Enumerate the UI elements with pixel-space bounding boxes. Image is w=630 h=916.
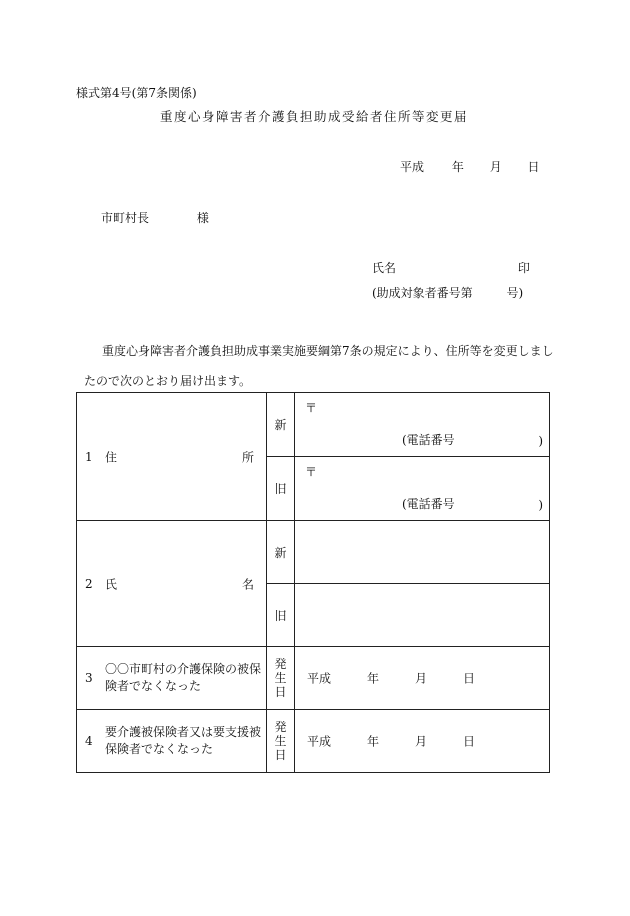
- address-label-first: 住: [105, 450, 118, 464]
- address-label-last: 所: [241, 450, 254, 464]
- row-number: 1: [85, 449, 93, 464]
- date-day: 日: [527, 160, 540, 174]
- applicant-name-line: [372, 259, 530, 276]
- body-text: [84, 336, 554, 396]
- insured-lost-label-cell: [77, 647, 267, 710]
- new-marker: 新: [267, 393, 295, 457]
- date-day: 日: [463, 671, 476, 686]
- postal-mark: 〒: [305, 465, 318, 479]
- applicant-number-line: [372, 284, 523, 301]
- occurrence-date-field[interactable]: [295, 710, 550, 773]
- date-day: 日: [463, 734, 476, 749]
- old-address-field[interactable]: [295, 457, 550, 521]
- tel-close: ): [538, 434, 543, 448]
- body-line-2: たので次のとおり届け出ます。: [84, 374, 252, 388]
- change-form-table: [76, 392, 550, 773]
- occurrence-date-label: 発 生 日: [267, 647, 295, 710]
- tel-close: ): [538, 498, 543, 512]
- new-marker: 新: [267, 521, 295, 584]
- address-label-cell: [77, 393, 267, 521]
- date-era: 平成: [400, 160, 425, 174]
- name-label-cell: [77, 521, 267, 647]
- form-number: 様式第4号(第7条関係): [76, 86, 197, 100]
- date-month: 月: [415, 734, 428, 749]
- old-marker: 旧: [267, 584, 295, 647]
- form-title: 重度心身障害者介護負担助成受給者住所等変更届: [160, 109, 469, 124]
- date-era: 平成: [307, 671, 332, 686]
- care-insured-lost-label: 要介護被保険者又は要支援被保険者でなくなった: [105, 725, 262, 756]
- occurrence-date-field[interactable]: [295, 647, 550, 710]
- postal-mark: 〒: [305, 401, 318, 415]
- applicant-name-label: 氏名: [372, 261, 397, 275]
- applicant-number-open: (助成対象者番号第: [372, 286, 473, 300]
- date-year: 年: [451, 160, 464, 174]
- date-month: 月: [489, 160, 502, 174]
- insured-lost-label: 〇〇市町村の介護保険の被保険者でなくなった: [105, 662, 262, 693]
- old-marker: 旧: [267, 457, 295, 521]
- row-number: 3: [85, 671, 93, 685]
- date-month: 月: [415, 671, 428, 686]
- date-year: 年: [367, 671, 380, 686]
- care-insured-lost-label-cell: [77, 710, 267, 773]
- addressee-honorific: 様: [196, 211, 209, 225]
- new-name-field[interactable]: [295, 521, 550, 584]
- new-address-field[interactable]: [295, 393, 550, 457]
- old-name-field[interactable]: [295, 584, 550, 647]
- addressee: [101, 209, 209, 226]
- occurrence-date-label: 発 生 日: [267, 710, 295, 773]
- date-year: 年: [367, 734, 380, 749]
- date-era: 平成: [307, 734, 332, 749]
- applicant-number-close: 号): [506, 286, 524, 300]
- tel-label: (電話番号: [402, 433, 455, 447]
- addressee-name: 市町村長: [101, 211, 150, 225]
- row-number: 2: [85, 576, 93, 591]
- tel-label: (電話番号: [402, 497, 455, 511]
- seal-mark: 印: [517, 261, 530, 275]
- row-number: 4: [85, 734, 93, 748]
- name-label-first: 氏: [105, 577, 118, 591]
- name-label-last: 名: [241, 577, 254, 591]
- submission-date: [400, 158, 540, 175]
- body-line-1: 重度心身障害者介護負担助成事業実施要綱第7条の規定により、住所等を変更しまし: [102, 344, 554, 358]
